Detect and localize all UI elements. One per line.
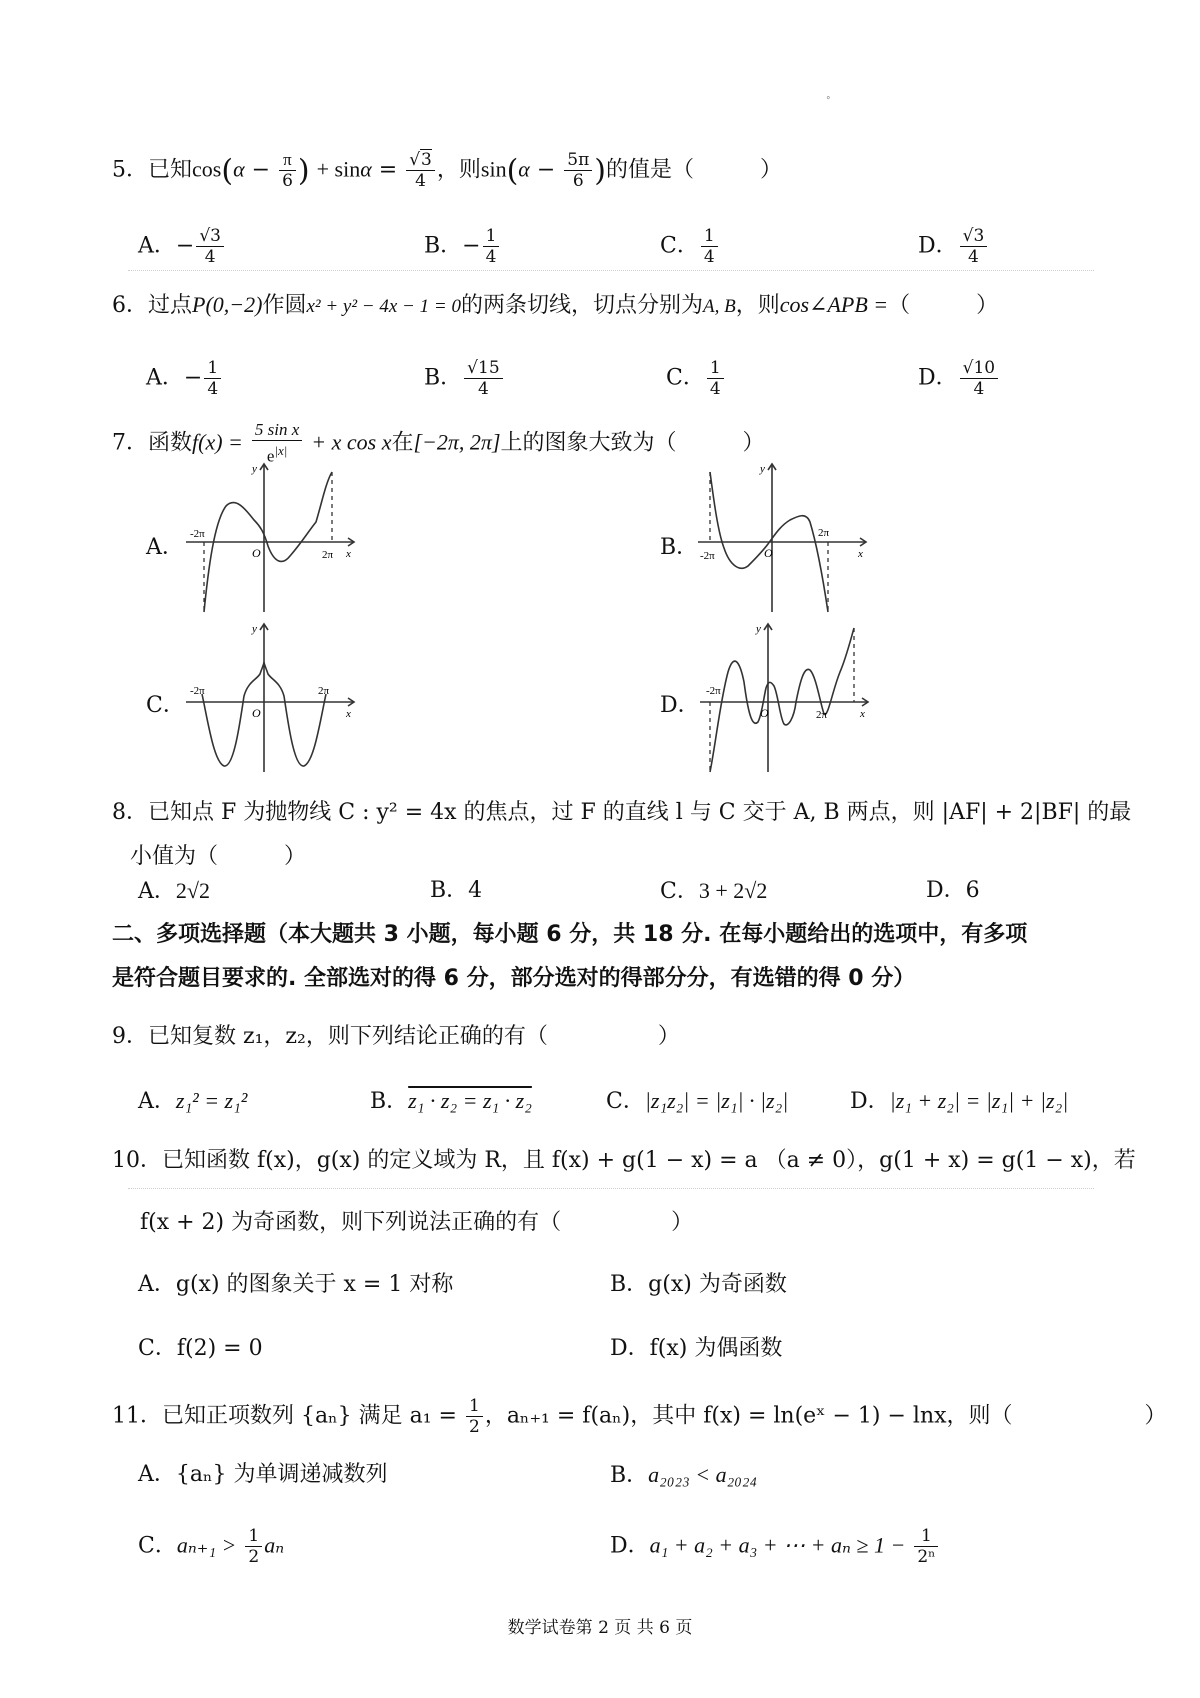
math-cos: cos: [192, 156, 222, 182]
option-10a: A．g(x) 的图象关于 x = 1 对称: [138, 1272, 454, 1297]
option-9c: C．|z₁z₂| = |z₁| · |z₂|: [606, 1088, 789, 1114]
question-6: 6．过点P(0,−2)作圆x² + y² − 4x − 1 = 0的两条切线，切点分别为A, B，则cos∠APB =（ ）: [112, 292, 999, 318]
page-footer: 数学试卷第 2 页 共 6 页: [507, 1618, 693, 1638]
option-10d: D．f(x) 为偶函数: [610, 1336, 783, 1361]
option-11d: D．a₁ + a₂ + a₃ + ⋯ + aₙ ≥ 1 − $\frac{1}{\text{2ⁿ}}$: [610, 1526, 940, 1567]
svg-text:x: x: [858, 548, 863, 560]
option-6c: C． $\frac{1}{4}$: [666, 358, 726, 399]
option-7c-label: C．: [146, 693, 185, 718]
option-8d: D．6: [926, 878, 980, 903]
question-8-line1: 8．已知点 F 为抛物线 C : y² = 4x 的焦点，过 F 的直线 l 与 C 交于 A, B 两点，则 |AF| + 2|BF| 的最: [112, 800, 1132, 825]
fraction-5sinx-e: $\frac{\text{5 sin x}}{e^{|x|}}$: [252, 420, 302, 467]
option-9a: A．z₁² = z₁²: [138, 1088, 248, 1114]
svg-text:y: y: [760, 463, 765, 475]
option-11b: B．a₂₀₂₃ < a₂₀₂₄: [610, 1462, 758, 1488]
svg-text:O: O: [764, 546, 773, 560]
section-heading-line2: 是符合题目要求的. 全部选对的得 6 分，部分选对的得部分分，有选错的得 0 分）: [112, 966, 916, 991]
svg-text:2π: 2π: [816, 709, 828, 721]
math-equals: =: [378, 157, 398, 183]
question-10-line1: 10．已知函数 f(x)，g(x) 的定义域为 R，且 f(x) + g(1 − x) = a （a ≠ 0），g(1 + x) = g(1 − x)，若: [112, 1148, 1136, 1173]
option-7d-label: D．: [660, 693, 700, 718]
svg-text:x: x: [860, 708, 865, 720]
option-9d: D．|z₁ + z₂| = |z₁| + |z₂|: [850, 1088, 1069, 1114]
option-10c: C．f(2) = 0: [138, 1336, 263, 1361]
option-8a: A．2√2: [138, 878, 210, 904]
svg-text:x: x: [346, 548, 351, 560]
section-heading-line1: 二、多项选择题（本大题共 3 小题，每小题 6 分，共 18 分. 在每小题给出的选项中，有多项: [112, 922, 1028, 947]
option-8c: C．3 + 2√2: [660, 878, 768, 904]
graph-c: [186, 622, 356, 780]
svg-text:-2π: -2π: [700, 550, 715, 562]
question-9: 9．已知复数 z₁，z₂，则下列结论正确的有（ ）: [112, 1024, 680, 1049]
svg-text:2π: 2π: [322, 549, 334, 561]
divider: [128, 270, 1094, 271]
svg-text:y: y: [756, 623, 761, 635]
math-sin: sin: [480, 156, 507, 182]
option-7a-label: A．: [146, 535, 184, 560]
svg-text:-2π: -2π: [706, 685, 721, 697]
svg-text:2π: 2π: [318, 685, 330, 697]
math-plus-sin: + sin: [316, 156, 361, 182]
option-5c: C． $\frac{1}{4}$: [660, 226, 720, 267]
question-5: 5．已知cos(α − $\frac{\pi}{6}$ ) + sinα = $\frac{√3}{4}$ ，则sin(α − $\frac{5\pi}{6}$ )的值是（ ）: [112, 150, 783, 191]
fraction-5pi-6: $\frac{5\pi}{6}$: [564, 150, 592, 191]
option-8b: B．4: [430, 878, 483, 903]
question-8-line2: 小值为（ ）: [130, 844, 307, 869]
svg-text:y: y: [252, 623, 257, 635]
math-alpha: α: [233, 156, 245, 182]
graph-a: [186, 462, 356, 620]
scan-mark: °: [826, 96, 831, 106]
question-number: 5．: [112, 157, 148, 183]
svg-text:y: y: [252, 463, 257, 475]
question-7: 7．函数f(x) = $\frac{\text{5 sin x}}{e^{|x|}}$ + x cos x在[−2π, 2π]上的图象大致为（ ）: [112, 420, 765, 466]
fraction-pi-6: $\frac{\pi}{6}$: [279, 150, 296, 191]
option-5b: B．− $\frac{1}{4}$: [424, 226, 501, 267]
option-9b: B．z₁ · z₂ = z₁ · z₂: [370, 1088, 532, 1114]
svg-text:O: O: [252, 706, 261, 720]
math-minus: −: [251, 157, 271, 183]
option-11a: A．{aₙ} 为单调递减数列: [138, 1462, 388, 1487]
question-text: 的值是（ ）: [606, 157, 783, 183]
svg-text:-2π: -2π: [190, 685, 205, 697]
svg-text:-2π: -2π: [190, 528, 205, 540]
option-6b: B． $\frac{√15}{4}$: [424, 358, 505, 399]
option-5a: A．− $\frac{√3}{4}$: [138, 226, 226, 267]
fraction-sqrt3-4: $\frac{√3}{4}$: [406, 150, 435, 191]
option-5d: D． $\frac{√3}{4}$: [918, 226, 989, 267]
question-11: 11．已知正项数列 {aₙ} 满足 a₁ = $\frac{1}{2}$ ，aₙ₊₁ = f(aₙ)，其中 f(x) = ln(eˣ − 1) − lnx，则（ ）: [112, 1396, 1167, 1437]
option-6a: A．− $\frac{1}{4}$: [146, 358, 223, 399]
option-10b: B．g(x) 为奇函数: [610, 1272, 787, 1297]
svg-text:O: O: [760, 706, 769, 720]
graph-b: [698, 462, 868, 620]
option-11c: C．aₙ₊₁ > $\frac{1}{2}$ aₙ: [138, 1526, 285, 1567]
question-10-line2: f(x + 2) 为奇函数，则下列说法正确的有（ ）: [140, 1210, 694, 1235]
question-text: ，则: [436, 157, 481, 183]
svg-text:2π: 2π: [818, 527, 830, 539]
svg-text:x: x: [346, 708, 351, 720]
divider: [128, 1188, 1094, 1189]
option-7b-label: B．: [660, 535, 699, 560]
question-text: 已知: [148, 157, 193, 183]
graph-d: [700, 622, 870, 780]
option-6d: D． $\frac{√10}{4}$: [918, 358, 1000, 399]
svg-text:O: O: [252, 546, 261, 560]
